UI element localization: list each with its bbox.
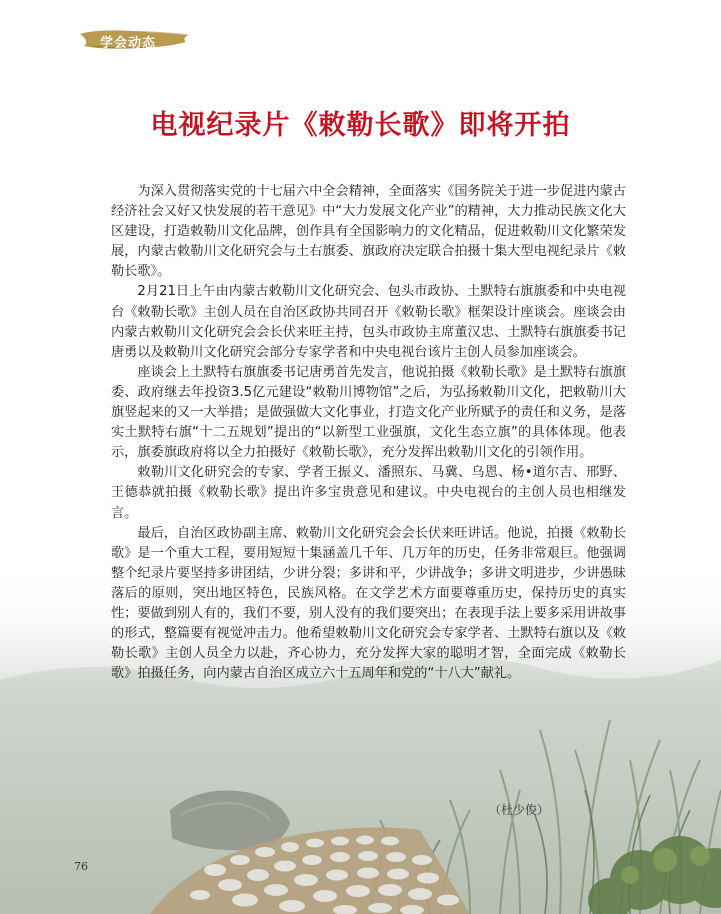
paragraph: 2月21日上午由内蒙古敕勒川文化研究会、包头市政协、土默特右旗旗委和中央电视台《敕勒长歌》主创人员在自治区政协共同召开《敕勒长歌》框架设计座谈会。座谈会由内蒙古敕勒川文化研究会会长伏来旺主持，包头市政协主席董汉忠、土默特右旗旗委书记唐勇以及敕勒川文化研究会部分专家学者和中央电视台该片主创人员参加座谈会。 (111, 284, 626, 360)
paragraph: 最后，自治区政协副主席、敕勒川文化研究会会长伏来旺讲话。他说，拍摄《敕勒长歌》是一个重大工程，要用短短十集涵盖几千年、几万年的历史，任务非常艰巨。他强调整个纪录片要坚持多讲团结，少讲分裂；多讲和平，少讲战争；多讲文明进步，少讲愚昧落后的原则，突出地区特色，民族风格。在文学艺术方面要尊重历史，保持历史的真实性；要做到别人有的，我们不要，别人没有的我们要突出；在表现手法上要多采用讲故事的形式，整篇要有视觉冲击力。他希望敕勒川文化研究会专家学者、土默特右旗以及《敕勒长歌》主创人员全力以赴，齐心协力，充分发挥大家的聪明才智，全面完成《敕勒长歌》拍摄任务，向内蒙古自治区成立六十五周年和党的“十八大”献礼。 (111, 525, 626, 682)
section-tag (78, 28, 190, 52)
paragraph: 座谈会上土默特右旗旗委书记唐勇首先发言，他说拍摄《敕勒长歌》是土默特右旗旗委、政府继去年投资3.5亿元建设“敕勒川博物馆”之后，为弘扬敕勒川文化，把敕勒川大旗竖起来的又一大举措；是做强做大文化事业，打造文化产业所赋予的责任和义务，是落实土默特右旗“十二五规划”提出的“以新型工业强旗，文化生态立旗”的具体体现。他表示，旗委旗政府将以全力拍摄好《敕勒长歌》，充分发挥出敕勒川文化的引领作用。 (111, 364, 626, 461)
section-label: 学会动态 (100, 36, 157, 51)
paragraph: 敕勒川文化研究会的专家、学者王振义、潘照东、马冀、乌恩、杨•道尔吉、邢野、王德恭就拍摄《敕勒长歌》提出许多宝贵意见和建议。中央电视台的主创人员也相继发言。 (111, 465, 626, 521)
page-number: 76 (74, 860, 88, 873)
author-signature: （杜少俊） (489, 803, 550, 817)
article-title: 电视纪录片《敕勒长歌》即将开拍 (150, 110, 571, 141)
paragraph: 为深入贯彻落实党的十七届六中全会精神，全面落实《国务院关于进一步促进内蒙古经济社会又好又快发展的若干意见》中“大力发展文化产业”的精神，大力推动民族文化大区建设，打造敕勒川文化品牌，创作具有全国影响力的文化精品，促进敕勒川文化繁荣发展，内蒙古敕勒川文化研究会与土右旗委、旗政府决定联合拍摄十集大型电视纪录片《敕勒长歌》。 (111, 184, 626, 280)
article-body (111, 182, 626, 684)
